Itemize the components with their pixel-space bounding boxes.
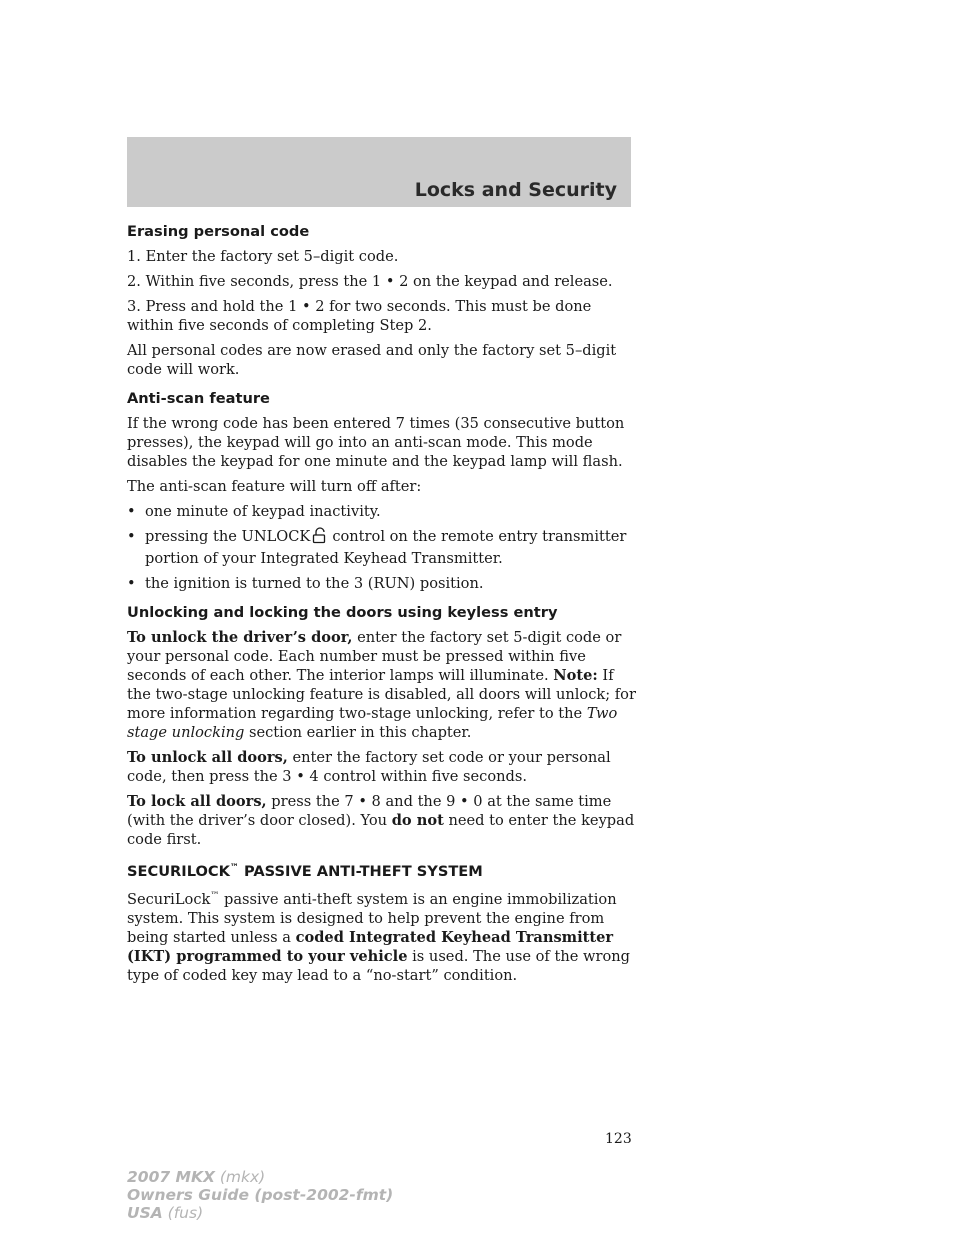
- footer-line-3: [127, 1204, 393, 1222]
- heading-text: SECURILOCK: [127, 863, 230, 880]
- bold-lead: To unlock all doors,: [127, 749, 288, 766]
- antiscan-paragraph-2: The anti-scan feature will turn off after:: [127, 478, 422, 495]
- body-text: need to enter the keypad code first.: [127, 812, 635, 848]
- footer-code: (mkx): [214, 1168, 266, 1186]
- heading-keyless-entry: Unlocking and locking the doors using keyless entry: [127, 604, 558, 621]
- body-text: enter the factory set 5-digit code or your personal code. Each number must be pressed within five seconds of each other. The interior lamps will illuminate.: [127, 629, 622, 684]
- bullet: •: [127, 575, 136, 592]
- page-number: 123: [605, 1131, 632, 1147]
- antiscan-bullet-list: [127, 502, 637, 593]
- bullet-text: one minute of keypad inactivity.: [145, 503, 381, 520]
- note-label: Note:: [553, 667, 598, 684]
- trademark-symbol: ™: [229, 863, 239, 873]
- list-item: [127, 574, 637, 593]
- bullet: •: [127, 503, 136, 520]
- list-item: [127, 502, 637, 521]
- keyless-paragraph-2: [127, 748, 637, 786]
- body-text: enter the factory set code or your personal code, then press the 3 • 4 control within five seconds.: [127, 749, 611, 785]
- body-text: section earlier in this chapter.: [244, 724, 472, 741]
- bullet-text: pressing the UNLOCK: [145, 528, 311, 545]
- erasing-step-2: 2. Within five seconds, press the 1 • 2 on the keypad and release.: [127, 273, 613, 290]
- bullet-text-continued: control on the remote entry transmitter portion of your Integrated Keyhead Transmitter.: [145, 528, 627, 567]
- body-text: passive anti-theft system is an engine immobilization system. This system is designed to help prevent the engine from being started unless a: [127, 891, 617, 946]
- heading-erasing-personal-code: Erasing personal code: [127, 223, 310, 240]
- list-item: [127, 527, 637, 568]
- cross-reference: Two stage unlocking: [127, 705, 618, 741]
- footer-model: 2007 MKX: [127, 1168, 215, 1186]
- footer-market-code: (fus): [162, 1204, 204, 1222]
- trademark-symbol: ™: [210, 891, 220, 901]
- heading-securilock: [127, 859, 637, 881]
- body-text: press the 7 • 8 and the 9 • 0 at the same time (with the driver’s door closed). You: [127, 793, 612, 829]
- bullet: •: [127, 528, 136, 545]
- keyless-paragraph-1: [127, 628, 637, 742]
- document-footer: [127, 1168, 393, 1222]
- antiscan-paragraph-1: If the wrong code has been entered 7 times (35 consecutive button presses), the keypad will go into an anti-scan mode. This mode disables the keypad for one minute and the keypad lamp will flash.: [127, 415, 625, 470]
- unlock-icon: [312, 527, 328, 549]
- emphasis: do not: [391, 812, 444, 829]
- footer-market: USA: [127, 1204, 163, 1222]
- footer-line-2: Owners Guide (post-2002-fmt): [127, 1186, 394, 1204]
- erasing-result: All personal codes are now erased and only the factory set 5–digit code will work.: [127, 342, 617, 378]
- bold-lead: To unlock the driver’s door,: [127, 629, 353, 646]
- section-header-band: [127, 137, 631, 207]
- section-title: Locks and Security: [414, 179, 617, 201]
- body-text: If the two-stage unlocking feature is disabled, all doors will unlock; for more information regarding two-stage unlocking, refer to the: [127, 667, 636, 722]
- heading-text: PASSIVE ANTI-THEFT SYSTEM: [238, 863, 483, 880]
- heading-anti-scan-feature: Anti-scan feature: [127, 390, 270, 407]
- body-text: is used. The use of the wrong type of coded key may lead to a “no-start” condition.: [127, 948, 630, 984]
- bullet-text: the ignition is turned to the 3 (RUN) position.: [145, 575, 484, 592]
- brand-name: SecuriLock: [127, 891, 211, 908]
- erasing-step-3: 3. Press and hold the 1 • 2 for two seconds. This must be done within five seconds of completing Step 2.: [127, 298, 592, 334]
- bold-lead: To lock all doors,: [127, 793, 267, 810]
- securilock-paragraph: [127, 887, 637, 985]
- footer-line-1: [127, 1168, 393, 1186]
- keyless-paragraph-3: [127, 792, 637, 849]
- emphasis: coded Integrated Keyhead Transmitter (IKT) programmed to your vehicle: [127, 929, 614, 965]
- page-content: [127, 222, 637, 991]
- erasing-step-1: 1. Enter the factory set 5–digit code.: [127, 248, 399, 265]
